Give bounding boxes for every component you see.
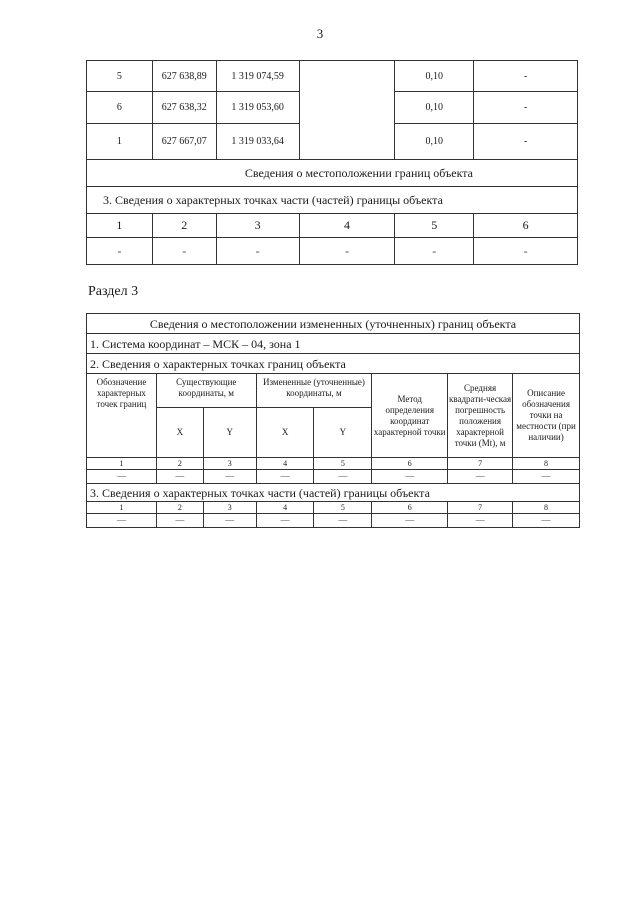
points-title: 2. Сведения о характерных точках границ объекта [87,354,580,374]
col-num: 2 [156,458,203,470]
dash-cell: — [256,470,314,484]
col-num: 2 [156,502,203,514]
description-value: - [474,124,578,160]
column-numbers-row [87,502,580,514]
dash-row [87,514,580,528]
table-title: Сведения о местоположении измененных (уточненных) границ объекта [87,314,580,334]
coord-x: 627 638,32 [152,92,216,124]
header-y: Y [314,408,372,458]
point-number: 6 [87,92,153,124]
col-num: 3 [216,214,299,238]
coordinate-system: 1. Система координат – МСК – 04, зона 1 [87,334,580,354]
boundary-points-table [86,60,578,265]
dash-cell: — [314,470,372,484]
changed-boundary-table [86,313,580,528]
col-num: 7 [448,502,513,514]
col-num: 4 [299,214,395,238]
dash-row [87,470,580,484]
dash-cell: — [513,470,580,484]
dash-cell: — [372,514,448,528]
coord-y: 1 319 053,60 [216,92,299,124]
coord-x: 627 638,89 [152,61,216,92]
dash-cell: — [156,514,203,528]
empty-method-cell [299,61,395,160]
dash-cell: — [448,514,513,528]
col-num: 3 [203,458,256,470]
col-num: 8 [513,458,580,470]
header-x: X [256,408,314,458]
description-value: - [474,92,578,124]
col-num: 1 [87,458,157,470]
dash-cell: — [372,470,448,484]
header-y: Y [203,408,256,458]
dash-cell: — [156,470,203,484]
header-existing: Существующие координаты, м [156,374,256,408]
dash-cell: - [216,238,299,265]
point-number: 1 [87,124,153,160]
dash-cell: — [203,514,256,528]
description-value: - [474,61,578,92]
dash-cell: — [256,514,314,528]
col-num: 7 [448,458,513,470]
col-num: 3 [203,502,256,514]
section-title: Сведения о местоположении границ объекта [87,160,578,187]
col-num: 4 [256,458,314,470]
header-x: X [156,408,203,458]
header-error: Средняя квадрати-ческая погрешность положения характерной точки (Mt), м [448,374,513,458]
header-description: Описание обозначения точки на местности (при наличии) [513,374,580,458]
dash-cell: — [87,470,157,484]
dash-cell: - [474,238,578,265]
col-num: 1 [87,214,153,238]
col-num: 5 [314,502,372,514]
col-num: 6 [372,502,448,514]
dash-row [87,238,578,265]
table-row [87,61,578,92]
column-numbers-row [87,214,578,238]
col-num: 1 [87,502,157,514]
parts-title: 3. Сведения о характерных точках части (частей) границы объекта [87,484,580,502]
col-num: 5 [395,214,474,238]
point-number: 5 [87,61,153,92]
error-value: 0,10 [395,124,474,160]
dash-cell: — [314,514,372,528]
col-num: 2 [152,214,216,238]
column-numbers-row [87,458,580,470]
header-designation: Обозначение характерных точек границ [87,374,157,458]
col-num: 8 [513,502,580,514]
error-value: 0,10 [395,61,474,92]
dash-cell: - [395,238,474,265]
dash-cell: — [203,470,256,484]
dash-cell: - [299,238,395,265]
coord-y: 1 319 033,64 [216,124,299,160]
col-num: 6 [474,214,578,238]
dash-cell: - [87,238,153,265]
dash-cell: — [513,514,580,528]
col-num: 4 [256,502,314,514]
header-method: Метод определения координат характерной точки [372,374,448,458]
col-num: 6 [372,458,448,470]
parts-title: 3. Сведения о характерных точках части (частей) границы объекта [87,187,578,214]
coord-y: 1 319 074,59 [216,61,299,92]
coord-x: 627 667,07 [152,124,216,160]
error-value: 0,10 [395,92,474,124]
col-num: 5 [314,458,372,470]
dash-cell: - [152,238,216,265]
page-number: 3 [316,26,324,41]
dash-cell: — [448,470,513,484]
section-heading: Раздел 3 [88,284,139,299]
header-changed: Измененные (уточненные) координаты, м [256,374,372,408]
dash-cell: — [87,514,157,528]
